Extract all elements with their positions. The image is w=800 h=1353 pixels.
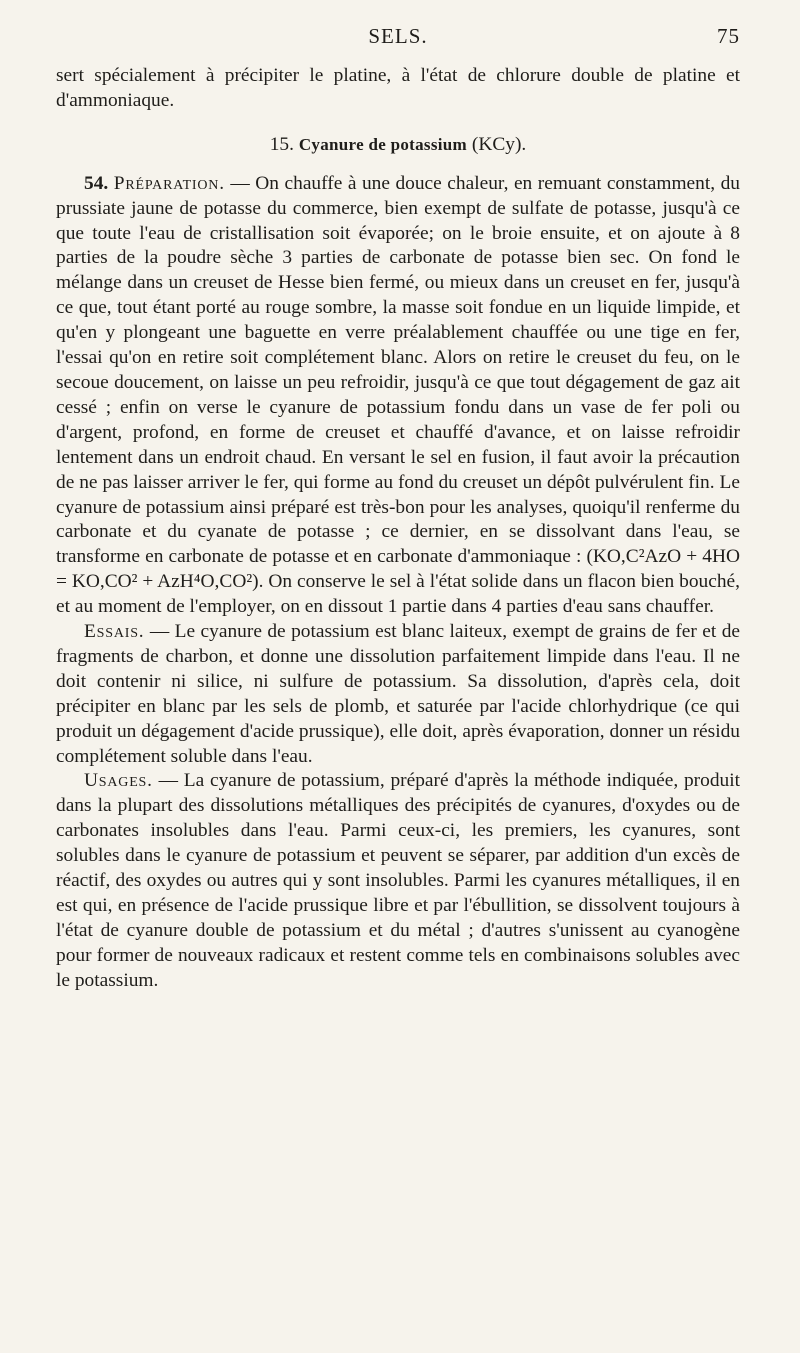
section-number: 15. [269,133,294,155]
running-header [56,24,740,52]
usages-paragraph [56,769,740,993]
essais-label: Essais. [84,621,145,643]
section-title: Cyanure de potassium [298,134,467,154]
page-number: 75 [717,24,740,48]
preparation-text: — On chauffe à une douce chaleur, en remuant constamment, du prussiate jaune de potasse du commerce, bien exempt de sulfate de potasse, jusqu'à ce que toute l'eau de cristallisation soit évaporée; on le broie ensuite, et on ajoute à 8 parties de la poudre sèche 3 parties de carbonate de potasse bien sec. On fond le mélange dans un creuset de Hesse bien fermé, ou mieux dans un creuset en fer, jusqu'à ce que, tout étant porté au rouge sombre, la masse soit fondue en un liquide limpide, et qu'en y plongeant une baguette en verre préalablement chauffée ou une tige en fer, l'essai qu'on en retire soit complétement blanc. Alors on retire le creuset du feu, on le secoue doucement, on laisse un peu refroidir, jusqu'à ce que tout dégagement de gaz ait cessé ; enfin on verse le cyanure de potassium fondu dans un vase de fer poli ou d'argent, profond, en forme de creuset et chauffé d'avance, et on laisse refroidir lentement dans un endroit chaud. En versant le sel en fusion, il faut avoir la précaution de ne pas laisser arriver le fer, qui forme au fond du creuset un dépôt pulvérulent fin. Le cyanure de potassium ainsi préparé est très-bon pour les analyses, quoiqu'il renferme du carbonate et du cyanate de potasse ; ce dernier, en se dissolvant dans l'eau, se transforme en carbonate de potasse et en carbonate d'ammoniaque : (KO,C²AzO + 4HO = KO,CO² + AzH⁴O,CO²). On conserve le sel à l'état solide dans un flacon bien bouché, et au moment de l'employer, on en dissout 1 partie dans 4 parties d'eau sans chauffer. [56,172,740,618]
preparation-label: Préparation. [113,172,225,194]
essais-text: — Le cyanure de potassium est blanc laiteux, exempt de grains de fer et de fragments de charbon, et donne une dissolution parfaitement limpide dans l'eau. Il ne doit contenir ni silice, ni sulfure de potassium. Sa dissolution, d'après cela, doit précipiter en blanc par les sels de plomb, et saturée par l'acide chlorhydrique (ce qui produit un dégagement d'acide prussique), elle doit, après évaporation, donner un résidu complétement soluble dans l'eau. [56,621,740,767]
section-heading [56,133,740,158]
preparation-paragraph [56,172,740,620]
usages-text: — La cyanure de potassium, préparé d'après la méthode indiquée, produit dans la plupart des dissolutions métalliques des précipités de cyanures, d'oxydes ou de carbonates insolubles dans l'eau. Parmi ceux-ci, les premiers, les cyanures, sont solubles dans le cyanure de potassium et peuvent se séparer, par addition d'un excès de réactif, des oxydes ou autres qui y sont insolubles. Parmi les cyanures métalliques, il en est qui, en présence de l'acide prussique libre et par l'ébullition, se dissolvent toujours à l'état de cyanure double de potassium et du métal ; d'autres s'unissent au cyanogène pour former de nouveaux radicaux et restent comme tels en combinaisons solubles avec le potassium. [56,770,740,991]
section-formula: (KCy). [471,133,527,155]
running-title: SELS. [368,24,428,48]
essais-paragraph [56,620,740,769]
page-body [56,64,740,994]
usages-label: Usages. [84,770,153,792]
intro-paragraph: sert spécialement à précipiter le platine, à l'état de chlorure double de platine et d'ammoniaque. [56,65,740,111]
paragraph-number: 54. [84,172,109,194]
